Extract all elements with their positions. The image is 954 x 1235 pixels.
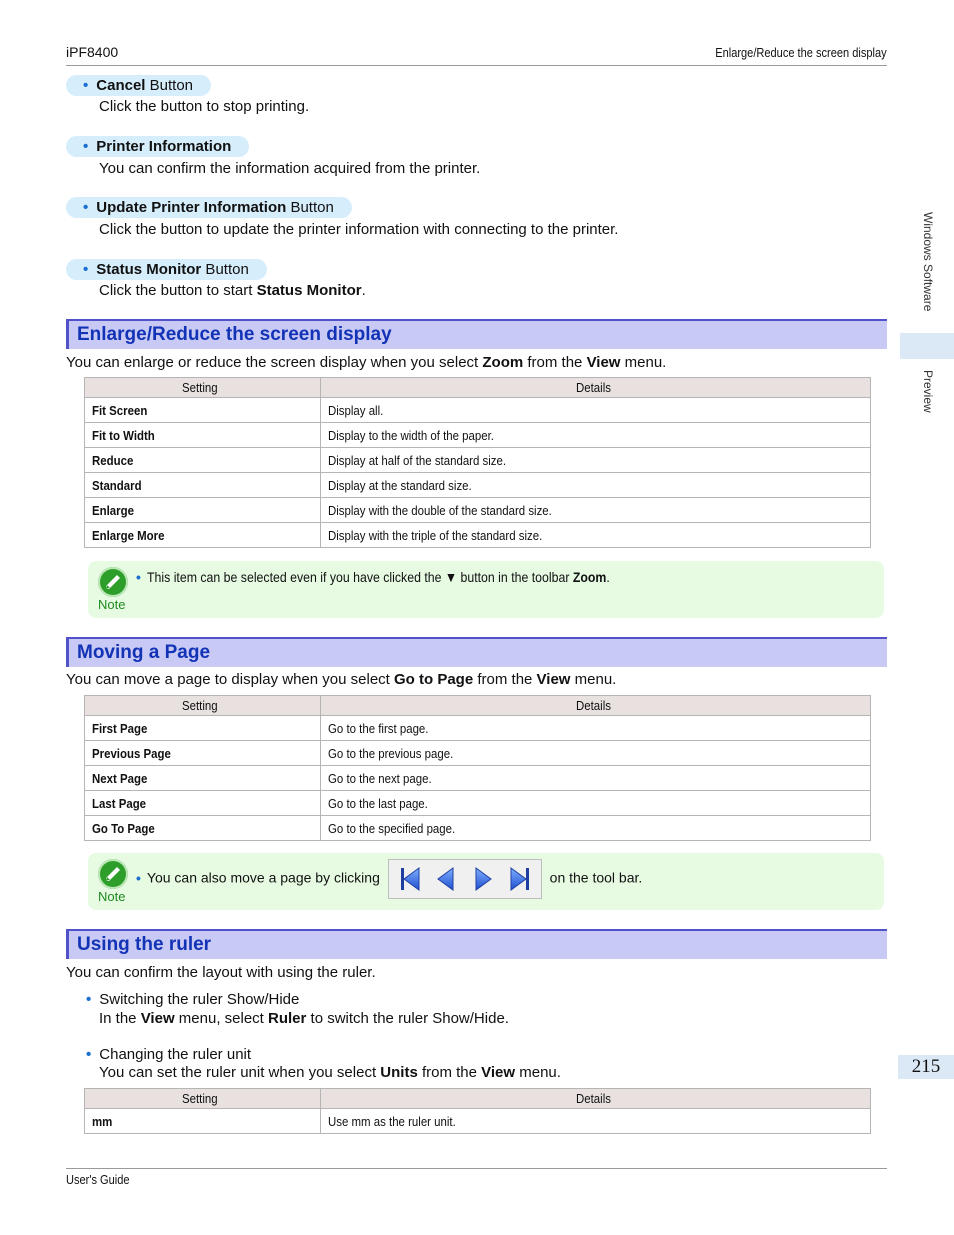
details-cell: Use mm as the ruler unit. xyxy=(321,1109,871,1134)
setting-cell: Last Page xyxy=(85,791,321,816)
table-row xyxy=(85,473,871,498)
desc-cancel: Click the button to stop printing. xyxy=(99,98,310,115)
header-section: Enlarge/Reduce the screen display xyxy=(715,45,887,60)
moving-note xyxy=(88,853,884,910)
details-cell: Display at the standard size. xyxy=(321,473,871,498)
details-cell: Display to the width of the paper. xyxy=(321,423,871,448)
note-label: Note xyxy=(98,889,126,904)
section-heading-zoom: Enlarge/Reduce the screen display xyxy=(66,319,887,349)
desc-printer-information: You can confirm the information acquired from the printer. xyxy=(99,160,481,177)
setting-cell: Next Page xyxy=(85,766,321,791)
first-page-icon xyxy=(401,868,419,890)
details-cell: Display with the triple of the standard size. xyxy=(321,523,871,548)
zoom-settings-table xyxy=(84,377,871,548)
table-row xyxy=(85,816,871,841)
ruler-settings-table xyxy=(84,1088,871,1134)
note-pen-icon xyxy=(98,567,128,597)
table-header-row xyxy=(85,378,871,398)
moving-settings-table xyxy=(84,695,871,841)
setting-cell: Reduce xyxy=(85,448,321,473)
pill-printer-information: • Printer Information xyxy=(66,136,249,157)
table-header-row xyxy=(85,696,871,716)
section-heading-ruler: Using the ruler xyxy=(66,929,887,959)
table-row xyxy=(85,423,871,448)
details-cell: Go to the previous page. xyxy=(321,741,871,766)
side-chapter: Windows Software xyxy=(921,212,935,312)
setting-cell: Go To Page xyxy=(85,816,321,841)
table-row xyxy=(85,766,871,791)
page-number: 215 xyxy=(898,1055,954,1079)
pill-status-monitor: • Status Monitor Button xyxy=(66,259,267,280)
setting-cell: Standard xyxy=(85,473,321,498)
column-header: Details xyxy=(321,1089,871,1109)
column-header: Setting xyxy=(85,1089,321,1109)
ruler-intro: You can confirm the layout with using the ruler. xyxy=(66,964,376,981)
table-header-row xyxy=(85,1089,871,1109)
note-text: • You can also move a page by clicking on the tool bar. xyxy=(136,859,642,899)
details-cell: Display at half of the standard size. xyxy=(321,448,871,473)
next-page-icon xyxy=(476,868,491,890)
desc-update-printer-information: Click the button to update the printer information with connecting to the printer. xyxy=(99,221,619,238)
table-row xyxy=(85,523,871,548)
note-text: • This item can be selected even if you have clicked the ▼ button in the toolbar Zoom. xyxy=(136,569,610,585)
ruler-item-show-hide-desc: In the View menu, select Ruler to switch the ruler Show/Hide. xyxy=(99,1010,509,1027)
setting-cell: Previous Page xyxy=(85,741,321,766)
pill-cancel-button: • Cancel Button xyxy=(66,75,211,96)
details-cell: Go to the first page. xyxy=(321,716,871,741)
table-row xyxy=(85,1109,871,1134)
table-row xyxy=(85,498,871,523)
table-row xyxy=(85,448,871,473)
setting-cell: Enlarge xyxy=(85,498,321,523)
ruler-item-unit: • Changing the ruler unit xyxy=(86,1046,252,1063)
note-label: Note xyxy=(98,597,126,612)
moving-intro: You can move a page to display when you select Go to Page from the View menu. xyxy=(66,671,617,688)
previous-page-icon xyxy=(438,868,453,890)
setting-cell: mm xyxy=(85,1109,321,1134)
details-cell: Go to the last page. xyxy=(321,791,871,816)
footer-guide: User's Guide xyxy=(66,1172,130,1187)
details-cell: Display all. xyxy=(321,398,871,423)
details-cell: Go to the specified page. xyxy=(321,816,871,841)
pill-update-printer-information: • Update Printer Information Button xyxy=(66,197,352,218)
footer-divider xyxy=(66,1168,887,1169)
ruler-item-unit-desc: You can set the ruler unit when you select Units from the View menu. xyxy=(99,1064,561,1081)
table-row xyxy=(85,716,871,741)
column-header: Details xyxy=(321,378,871,398)
ruler-item-show-hide: • Switching the ruler Show/Hide xyxy=(86,991,300,1008)
table-row xyxy=(85,398,871,423)
zoom-note xyxy=(88,561,884,618)
section-heading-moving: Moving a Page xyxy=(66,637,887,667)
note-pen-icon xyxy=(98,859,128,889)
column-header: Details xyxy=(321,696,871,716)
details-cell: Go to the next page. xyxy=(321,766,871,791)
setting-cell: Fit Screen xyxy=(85,398,321,423)
setting-cell: Enlarge More xyxy=(85,523,321,548)
page-navigation-toolbar-image xyxy=(388,859,542,899)
last-page-icon xyxy=(511,868,529,890)
column-header: Setting xyxy=(85,378,321,398)
header-divider xyxy=(66,65,887,66)
column-header: Setting xyxy=(85,696,321,716)
setting-cell: First Page xyxy=(85,716,321,741)
desc-status-monitor: Click the button to start Status Monitor. xyxy=(99,282,366,299)
details-cell: Display with the double of the standard size. xyxy=(321,498,871,523)
zoom-intro: You can enlarge or reduce the screen display when you select Zoom from the View menu. xyxy=(66,354,667,371)
table-row xyxy=(85,791,871,816)
setting-cell: Fit to Width xyxy=(85,423,321,448)
side-tab xyxy=(900,333,954,359)
table-row xyxy=(85,741,871,766)
side-subchapter: Preview xyxy=(921,370,935,413)
header-product: iPF8400 xyxy=(66,44,119,60)
